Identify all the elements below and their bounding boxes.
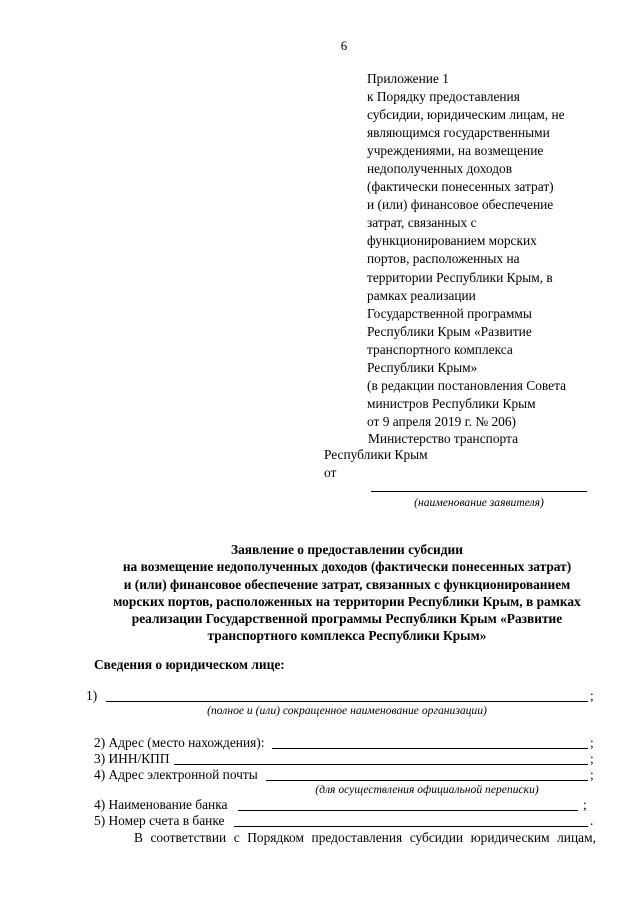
appendix-line: портов, расположенных на [367, 251, 520, 267]
account-field[interactable] [234, 826, 588, 827]
appendix-line: Государственной программы [367, 305, 532, 321]
appendix-line: Республики Крым «Развитие [367, 323, 532, 339]
appendix-line: субсидии, юридическим лицам, не [367, 107, 565, 123]
applicant-name-hint: (наименование заявителя) [414, 496, 544, 509]
applicant-name-field[interactable] [371, 491, 587, 492]
semicolon: ; [590, 751, 594, 766]
semicolon: ; [590, 688, 594, 703]
body-word: с [233, 830, 240, 845]
document-title [60, 541, 634, 645]
appendix-line: министров Республики Крым [367, 395, 536, 411]
appendix-line: транспортного комплекса [367, 341, 513, 357]
semicolon: ; [590, 735, 594, 750]
bank-field[interactable] [238, 810, 578, 811]
bank-label: 4) Наименование банка [94, 797, 228, 812]
appendix-line: функционированием морских [367, 233, 537, 249]
org-number-label: 1) [86, 688, 98, 703]
appendix-line: (фактически понесенных затрат) [367, 179, 554, 195]
title-line: морских портов, расположенных на территории Республики Крым, в рамках [113, 593, 581, 609]
title-line: реализации Государственной программы Республики Крым «Развитие [131, 611, 563, 627]
appendix-note [367, 70, 566, 431]
email-field[interactable] [266, 780, 588, 781]
body-word: соответствии [150, 830, 227, 845]
account-label: 5) Номер счета в банке [94, 813, 225, 828]
title-line: транспортного комплекса Республики Крым» [207, 628, 487, 644]
appendix-line: территории Республики Крым, в [367, 269, 553, 285]
appendix-line: недополученных доходов [367, 161, 513, 177]
address-field[interactable] [272, 748, 588, 749]
body-word: лицам, [557, 830, 596, 845]
body-word: субсидии [409, 830, 464, 845]
appendix-line: затрат, связанных с [367, 215, 477, 231]
appendix-line: рамках реализации [367, 287, 476, 303]
title-line: и (или) финансовое обеспечение затрат, связанных с функционированием [123, 576, 571, 592]
body-word: В [134, 830, 143, 845]
title-line: на возмещение недополученных доходов (фактически понесенных затрат) [122, 559, 572, 575]
org-name-field[interactable] [106, 701, 588, 702]
appendix-line: учреждениями, на возмещение [367, 143, 544, 159]
semicolon: ; [583, 797, 587, 812]
address-label: 2) Адрес (место нахождения): [94, 735, 265, 750]
appendix-line: (в редакции постановления Совета [367, 377, 567, 393]
email-label: 4) Адрес электронной почты [94, 767, 258, 782]
title-line: Заявление о предоставлении субсидии [231, 542, 463, 557]
addressee-line: Республики Крым [324, 447, 428, 462]
body-paragraph [134, 830, 596, 846]
appendix-line: Республики Крым» [367, 359, 478, 375]
inn-label: 3) ИНН/КПП [94, 751, 170, 766]
body-word: Порядком [247, 830, 304, 845]
org-name-hint: (полное и (или) сокращенное наименование организации) [207, 704, 487, 717]
appendix-line: Приложение 1 [367, 71, 449, 86]
email-hint: (для осуществления официальной переписки) [315, 783, 539, 796]
body-word: предоставления [311, 830, 403, 845]
appendix-line: и (или) финансовое обеспечение [367, 197, 554, 213]
body-word: юридическим [470, 830, 550, 845]
appendix-line: к Порядку предоставления [367, 89, 520, 105]
addressee-line: Министерство транспорта [368, 431, 519, 446]
inn-field[interactable] [174, 764, 588, 765]
addressee-from-label: от [324, 465, 337, 480]
section-heading: Сведения о юридическом лице: [94, 657, 285, 672]
page-number: 6 [340, 38, 348, 53]
appendix-line: являющимся государственными [367, 125, 550, 141]
appendix-line: от 9 апреля 2019 г. № 206) [367, 413, 516, 429]
semicolon: ; [590, 767, 594, 782]
period: . [590, 813, 594, 828]
